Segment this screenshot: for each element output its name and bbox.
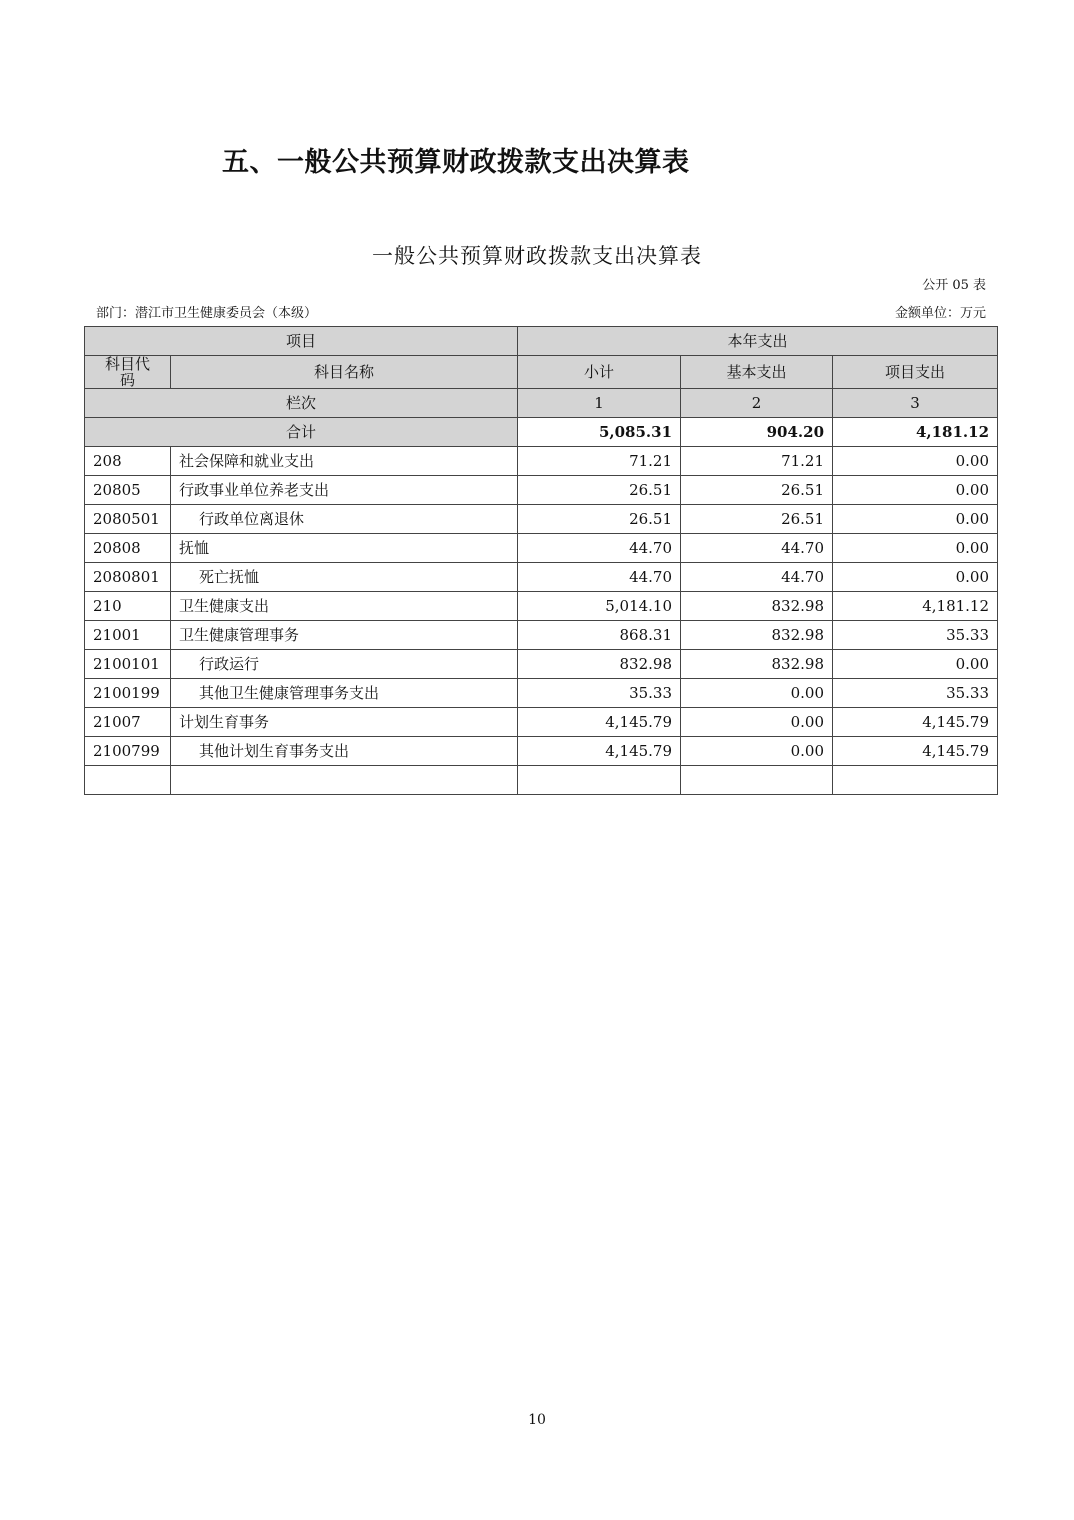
header-row-top — [85, 327, 998, 356]
header-name: 科目名称 — [171, 356, 518, 389]
index-1: 1 — [518, 389, 681, 418]
row-project: 35.33 — [833, 679, 998, 708]
row-basic: 0.00 — [681, 737, 833, 766]
row-basic: 0.00 — [681, 679, 833, 708]
total-row — [85, 418, 998, 447]
row-subtotal: 5,014.10 — [518, 592, 681, 621]
row-code: 208 — [85, 447, 171, 476]
table-row — [85, 621, 998, 650]
index-row — [85, 389, 998, 418]
row-project: 0.00 — [833, 534, 998, 563]
index-3: 3 — [833, 389, 998, 418]
table-row — [85, 679, 998, 708]
row-subtotal: 35.33 — [518, 679, 681, 708]
row-basic: 26.51 — [681, 476, 833, 505]
row-name: 其他卫生健康管理事务支出 — [171, 679, 518, 708]
row-project: 4,181.12 — [833, 592, 998, 621]
header-basic: 基本支出 — [681, 356, 833, 389]
page-heading: 五、一般公共预算财政拨款支出决算表 — [222, 147, 690, 178]
row-code: 20805 — [85, 476, 171, 505]
row-code: 21007 — [85, 708, 171, 737]
row-name: 抚恤 — [171, 534, 518, 563]
row-code: 20808 — [85, 534, 171, 563]
header-row-columns — [85, 356, 998, 389]
row-project: 0.00 — [833, 447, 998, 476]
table-row — [85, 563, 998, 592]
total-label: 合计 — [85, 418, 518, 447]
total-subtotal: 5,085.31 — [518, 418, 681, 447]
table-row — [85, 534, 998, 563]
budget-table — [84, 326, 998, 795]
row-name: 行政事业单位养老支出 — [171, 476, 518, 505]
row-subtotal: 26.51 — [518, 505, 681, 534]
row-code: 2080501 — [85, 505, 171, 534]
row-basic: 0.00 — [681, 708, 833, 737]
row-name: 行政运行 — [171, 650, 518, 679]
row-subtotal: 868.31 — [518, 621, 681, 650]
row-subtotal: 71.21 — [518, 447, 681, 476]
row-name: 行政单位离退休 — [171, 505, 518, 534]
row-project: 4,145.79 — [833, 708, 998, 737]
row-name: 计划生育事务 — [171, 708, 518, 737]
row-code: 21001 — [85, 621, 171, 650]
row-basic: 44.70 — [681, 563, 833, 592]
unit-label: 金额单位：万元 — [894, 306, 986, 321]
empty-cell — [171, 766, 518, 795]
table-row — [85, 708, 998, 737]
row-name: 死亡抚恤 — [171, 563, 518, 592]
table-row — [85, 650, 998, 679]
row-code: 2100799 — [85, 737, 171, 766]
empty-row — [85, 766, 998, 795]
row-basic: 26.51 — [681, 505, 833, 534]
row-subtotal: 44.70 — [518, 534, 681, 563]
row-name: 卫生健康支出 — [171, 592, 518, 621]
row-basic: 832.98 — [681, 621, 833, 650]
row-subtotal: 4,145.79 — [518, 737, 681, 766]
table-row — [85, 476, 998, 505]
empty-cell — [518, 766, 681, 795]
table-row — [85, 592, 998, 621]
total-project: 4,181.12 — [833, 418, 998, 447]
row-basic: 832.98 — [681, 592, 833, 621]
row-name: 卫生健康管理事务 — [171, 621, 518, 650]
row-project: 0.00 — [833, 563, 998, 592]
row-name: 社会保障和就业支出 — [171, 447, 518, 476]
row-name: 其他计划生育事务支出 — [171, 737, 518, 766]
table-row — [85, 447, 998, 476]
row-subtotal: 4,145.79 — [518, 708, 681, 737]
row-code: 2100199 — [85, 679, 171, 708]
row-subtotal: 44.70 — [518, 563, 681, 592]
row-code: 2080801 — [85, 563, 171, 592]
row-project: 0.00 — [833, 650, 998, 679]
table-row — [85, 737, 998, 766]
row-project: 0.00 — [833, 476, 998, 505]
row-subtotal: 832.98 — [518, 650, 681, 679]
table-row — [85, 505, 998, 534]
row-project: 4,145.79 — [833, 737, 998, 766]
total-basic: 904.20 — [681, 418, 833, 447]
department-label: 部门：潜江市卫生健康委员会（本级） — [96, 306, 318, 321]
header-subtotal: 小计 — [518, 356, 681, 389]
index-label: 栏次 — [85, 389, 518, 418]
row-basic: 832.98 — [681, 650, 833, 679]
row-project: 35.33 — [833, 621, 998, 650]
empty-cell — [833, 766, 998, 795]
index-2: 2 — [681, 389, 833, 418]
row-subtotal: 26.51 — [518, 476, 681, 505]
header-code: 科目代码 — [85, 356, 171, 389]
row-basic: 71.21 — [681, 447, 833, 476]
empty-cell — [681, 766, 833, 795]
page-number: 10 — [528, 1412, 546, 1428]
header-current-year: 本年支出 — [518, 327, 998, 356]
row-code: 2100101 — [85, 650, 171, 679]
header-project: 项目支出 — [833, 356, 998, 389]
row-basic: 44.70 — [681, 534, 833, 563]
row-project: 0.00 — [833, 505, 998, 534]
empty-cell — [85, 766, 171, 795]
form-number: 公开 05 表 — [922, 278, 986, 293]
row-code: 210 — [85, 592, 171, 621]
table-title: 一般公共预算财政拨款支出决算表 — [372, 244, 702, 268]
header-item: 项目 — [85, 327, 518, 356]
